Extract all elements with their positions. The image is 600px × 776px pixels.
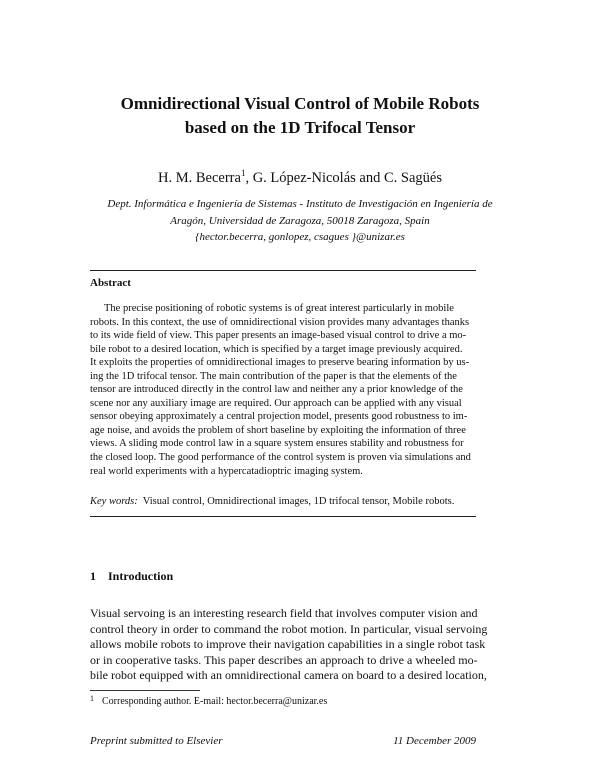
abstract-line: real world experiments with a hypercatadioptric imaging system. [90,465,363,477]
footer-date: 11 December 2009 [393,735,476,747]
author-first: H. M. Becerra [158,170,241,186]
footnote-text: Corresponding author. E-mail: hector.becerra@unizar.es [102,696,328,707]
abstract-line: sensor obeying approximately a central projection model, presents good robustness to im- [90,411,468,423]
footnote-rule [90,690,200,691]
abstract-line: views. A sliding mode control law in a square system ensures stability and robustness for [90,438,464,450]
author-list [60,168,540,188]
abstract-line: The precise positioning of robotic systems is of great interest particularly in mobile [104,303,454,314]
footnote [90,695,476,708]
abstract-heading: Abstract [90,277,131,289]
abstract-body [90,302,476,478]
affiliation-email: {hector.becerra, gonlopez, csagues }@unizar.es [195,231,405,243]
keywords-text: Visual control, Omnidirectional images, 1D trifocal tensor, Mobile robots. [142,496,455,507]
affiliation-line-2: Aragón, Universidad de Zaragoza, 50018 Zaragoza, Spain [170,214,430,227]
abstract-line: ing the 1D trifocal tensor. The main contribution of the paper is that the elements of the [90,370,457,382]
intro-line: control theory in order to command the robot motion. In particular, visual servoing [90,621,488,636]
intro-line: or in cooperative tasks. This paper describes an approach to drive a wheeled mo- [90,652,478,667]
affiliation [80,196,520,246]
intro-line: Visual servoing is an interesting research field that involves computer vision and [90,606,478,620]
paper-title [60,92,540,140]
footnote-mark: 1 [90,694,94,703]
footer-preprint-note: Preprint submitted to Elsevier [90,735,223,747]
abstract-line: bile robot to a desired location, which is specified by a target image previously acquired. [90,343,463,355]
abstract-line: robots. In this context, the use of omnidirectional vision provides many advantages thanks [90,316,470,328]
intro-line: allows mobile robots to improve their navigation capabilities in a single robot task [90,637,486,651]
intro-line: bile robot equipped with an omnidirectional camera on board to a desired location, [90,668,487,682]
abstract-line: to its wide field of view. This paper presents an image-based visual control to drive a mo- [90,330,467,342]
abstract-top-rule [90,270,476,271]
author-rest: , G. López-Nicolás and C. Sagüés [245,170,442,186]
section-heading-introduction [90,568,173,584]
abstract-bottom-rule [90,516,476,517]
author-footnote-mark: 1 [240,168,246,178]
section-number: 1 [90,569,96,583]
section-title: Introduction [108,569,174,583]
abstract-line: tensor are introduced directly in the control law and neither any a prior knowledge of the [90,384,463,396]
abstract-line: age noise, and avoids the problem of short baseline by exploiting the information of three [90,424,466,436]
introduction-body [90,606,488,684]
abstract-line: It exploits the properties of omnidirectional images to preserve bearing information by us- [90,357,470,369]
affiliation-line-1: Dept. Informática e Ingeniería de Sistemas - Instituto de Investigación en Ingeniería de [107,198,493,210]
abstract-line: scene nor any auxiliary image are required. Our approach can be applied with any visual [90,397,462,409]
title-line-1: Omnidirectional Visual Control of Mobile Robots [120,94,480,113]
keywords-label: Key words: [90,496,138,507]
keywords [90,495,476,509]
title-line-2: based on the 1D Trifocal Tensor [184,118,416,137]
abstract-line: the closed loop. The good performance of the control system is proven via simulations and [90,452,471,464]
